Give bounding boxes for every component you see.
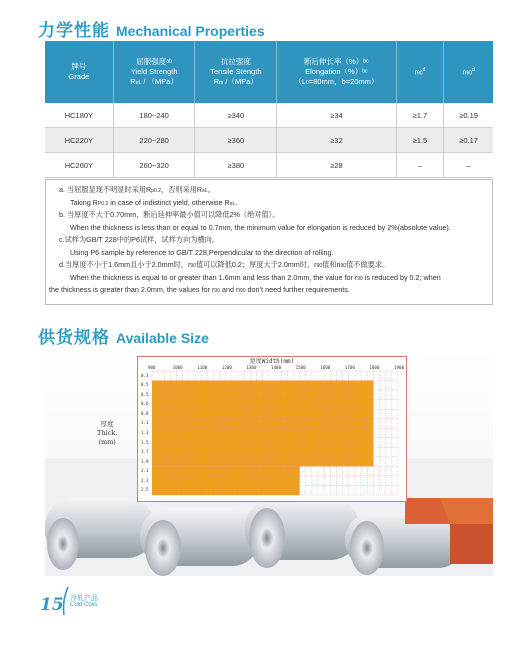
width-tick-label: 1100: [197, 365, 208, 370]
thickness-tick-label: 0.5: [141, 391, 149, 397]
note-a-en: Taking RP0.2 in case of indistinct yield, otherwise ReL.: [70, 198, 238, 207]
page-number: 15: [40, 595, 64, 615]
note-a-zh: a. 当屈服显现不明显时采用Rp0.2，否则采用ReL。: [59, 185, 215, 194]
width-tick-label: 1000: [172, 365, 183, 370]
cell-n90: ≥0.17: [444, 128, 493, 153]
width-tick-label: 1500: [295, 365, 306, 370]
thickness-tick-label: 1.1: [141, 420, 149, 426]
width-tick-label: 1900: [394, 365, 405, 370]
thickness-axis-label: 厚度 Thick. (mm): [97, 420, 118, 446]
mechanical-properties-table: [45, 41, 493, 178]
section-title-zh: 供货规格: [38, 328, 110, 347]
table-header-row: [45, 41, 493, 103]
thickness-tick-label: 2.5: [141, 487, 149, 493]
table-row: [45, 128, 493, 153]
width-tick-label: 1800: [369, 365, 380, 370]
thickness-tick-label: 2.3: [141, 477, 149, 483]
coil-logo-icon: [62, 587, 70, 615]
cell-n90: –: [444, 153, 493, 178]
section-title-en: Available Size: [116, 330, 209, 346]
cell-elongation: ≥32: [277, 128, 396, 153]
cell-tensile: ≥360: [195, 128, 277, 153]
cell-elongation: ≥28: [277, 153, 396, 178]
note-b-en: When the thickness is less than or equal to 0.7mm, the minimum value for elongation is reduced by 2%(absolute value).: [70, 223, 451, 232]
thickness-tick-label: 1.9: [141, 458, 149, 464]
thickness-tick-label: 0.6: [141, 401, 149, 407]
width-tick-label: 1400: [271, 365, 282, 370]
note-c-zh: c.试样为GB/T 228中的P6试样，试样方向为横向。: [59, 235, 220, 244]
coil-photo-area: [45, 348, 493, 576]
thickness-tick-label: 0.8: [141, 410, 149, 416]
footer-en: Cold Coils: [70, 602, 98, 608]
cell-r90: ≥1.7: [396, 103, 444, 128]
note-d-zh: d.当厚度不小于1.6mm且小于2.0mm时，r90值可以降低0.2；厚度大于2.0mm时，r90值和n90值不做要求。: [59, 260, 390, 269]
section-title-available-size: [38, 323, 209, 348]
width-tick-label: 1600: [320, 365, 331, 370]
cell-tensile: ≥380: [195, 153, 277, 178]
section-title-mechanical: [38, 16, 265, 41]
note-b-zh: b. 当厚度不大于0.70mm，断后延伸率最小值可以降低2%（绝对值）。: [59, 210, 280, 219]
thickness-tick-label: 1.5: [141, 439, 149, 445]
cell-grade: HC260Y: [45, 153, 113, 178]
width-tick-label: 1300: [246, 365, 257, 370]
cell-r90: –: [396, 153, 444, 178]
header-tensile-strength: 抗拉强度 Tensile Stength Rm /（MPa）: [195, 41, 277, 103]
cell-yield: 220~280: [113, 128, 195, 153]
width-tick-label: 1700: [344, 365, 355, 370]
cell-yield: 180~240: [113, 103, 195, 128]
cell-n90: ≥0.19: [444, 103, 493, 128]
section-title-en: Mechanical Properties: [116, 23, 265, 39]
note-d-en-line2: the thickness is greater than 2.0mm, the values for r90 and n90 don’t need further requirements.: [49, 285, 350, 294]
cell-elongation: ≥34: [277, 103, 396, 128]
size-chart-title: 宽度Width(mm): [249, 358, 295, 365]
thickness-tick-label: 1.3: [141, 430, 149, 435]
thickness-tick-label: 1.7: [141, 449, 149, 455]
thickness-tick-label: 0.3: [141, 372, 149, 378]
header-grade: 牌号 Grade: [45, 41, 113, 103]
table-row: [45, 103, 493, 128]
cell-grade: HC180Y: [45, 103, 113, 128]
thickness-tick-label: 0.5: [141, 382, 149, 388]
available-size-region: [152, 466, 300, 495]
size-chart: [137, 356, 407, 502]
width-tick-label: 1200: [221, 365, 232, 370]
header-r90: r90$^d$: [396, 41, 444, 103]
header-n90: n90$^d$: [444, 41, 493, 103]
footer-zh: 冷轧产品: [70, 595, 98, 602]
note-c-en: Using P6 sample by reference to GB/T 228,Perpendicular to the direction of rolling.: [70, 248, 334, 257]
cell-yield: 260~320: [113, 153, 195, 178]
section-title-zh: 力学性能: [38, 21, 110, 40]
width-tick-label: 900: [148, 365, 156, 370]
table-footnotes: [45, 179, 493, 305]
thickness-tick-label: 2.1: [141, 468, 149, 474]
cell-grade: HC220Y: [45, 128, 113, 153]
size-chart-grid: [138, 357, 406, 501]
cell-tensile: ≥340: [195, 103, 277, 128]
note-d-en-line1: When the thickness is equal to or greater than 1.6mm and less than 2.0mm, the value for r90 is reduced by 0.2; when: [70, 273, 441, 282]
table-row: [45, 153, 493, 178]
header-yield-strength: 屈服强度ᵃᵇ Yield Strength ReL / （MPa）: [113, 41, 195, 103]
header-elongation: 断后伸长率（%）ᵇᶜ Elongation（%）ᵇᶜ （L0=80mm，b=20mm）: [277, 41, 396, 103]
cell-r90: ≥1.5: [396, 128, 444, 153]
